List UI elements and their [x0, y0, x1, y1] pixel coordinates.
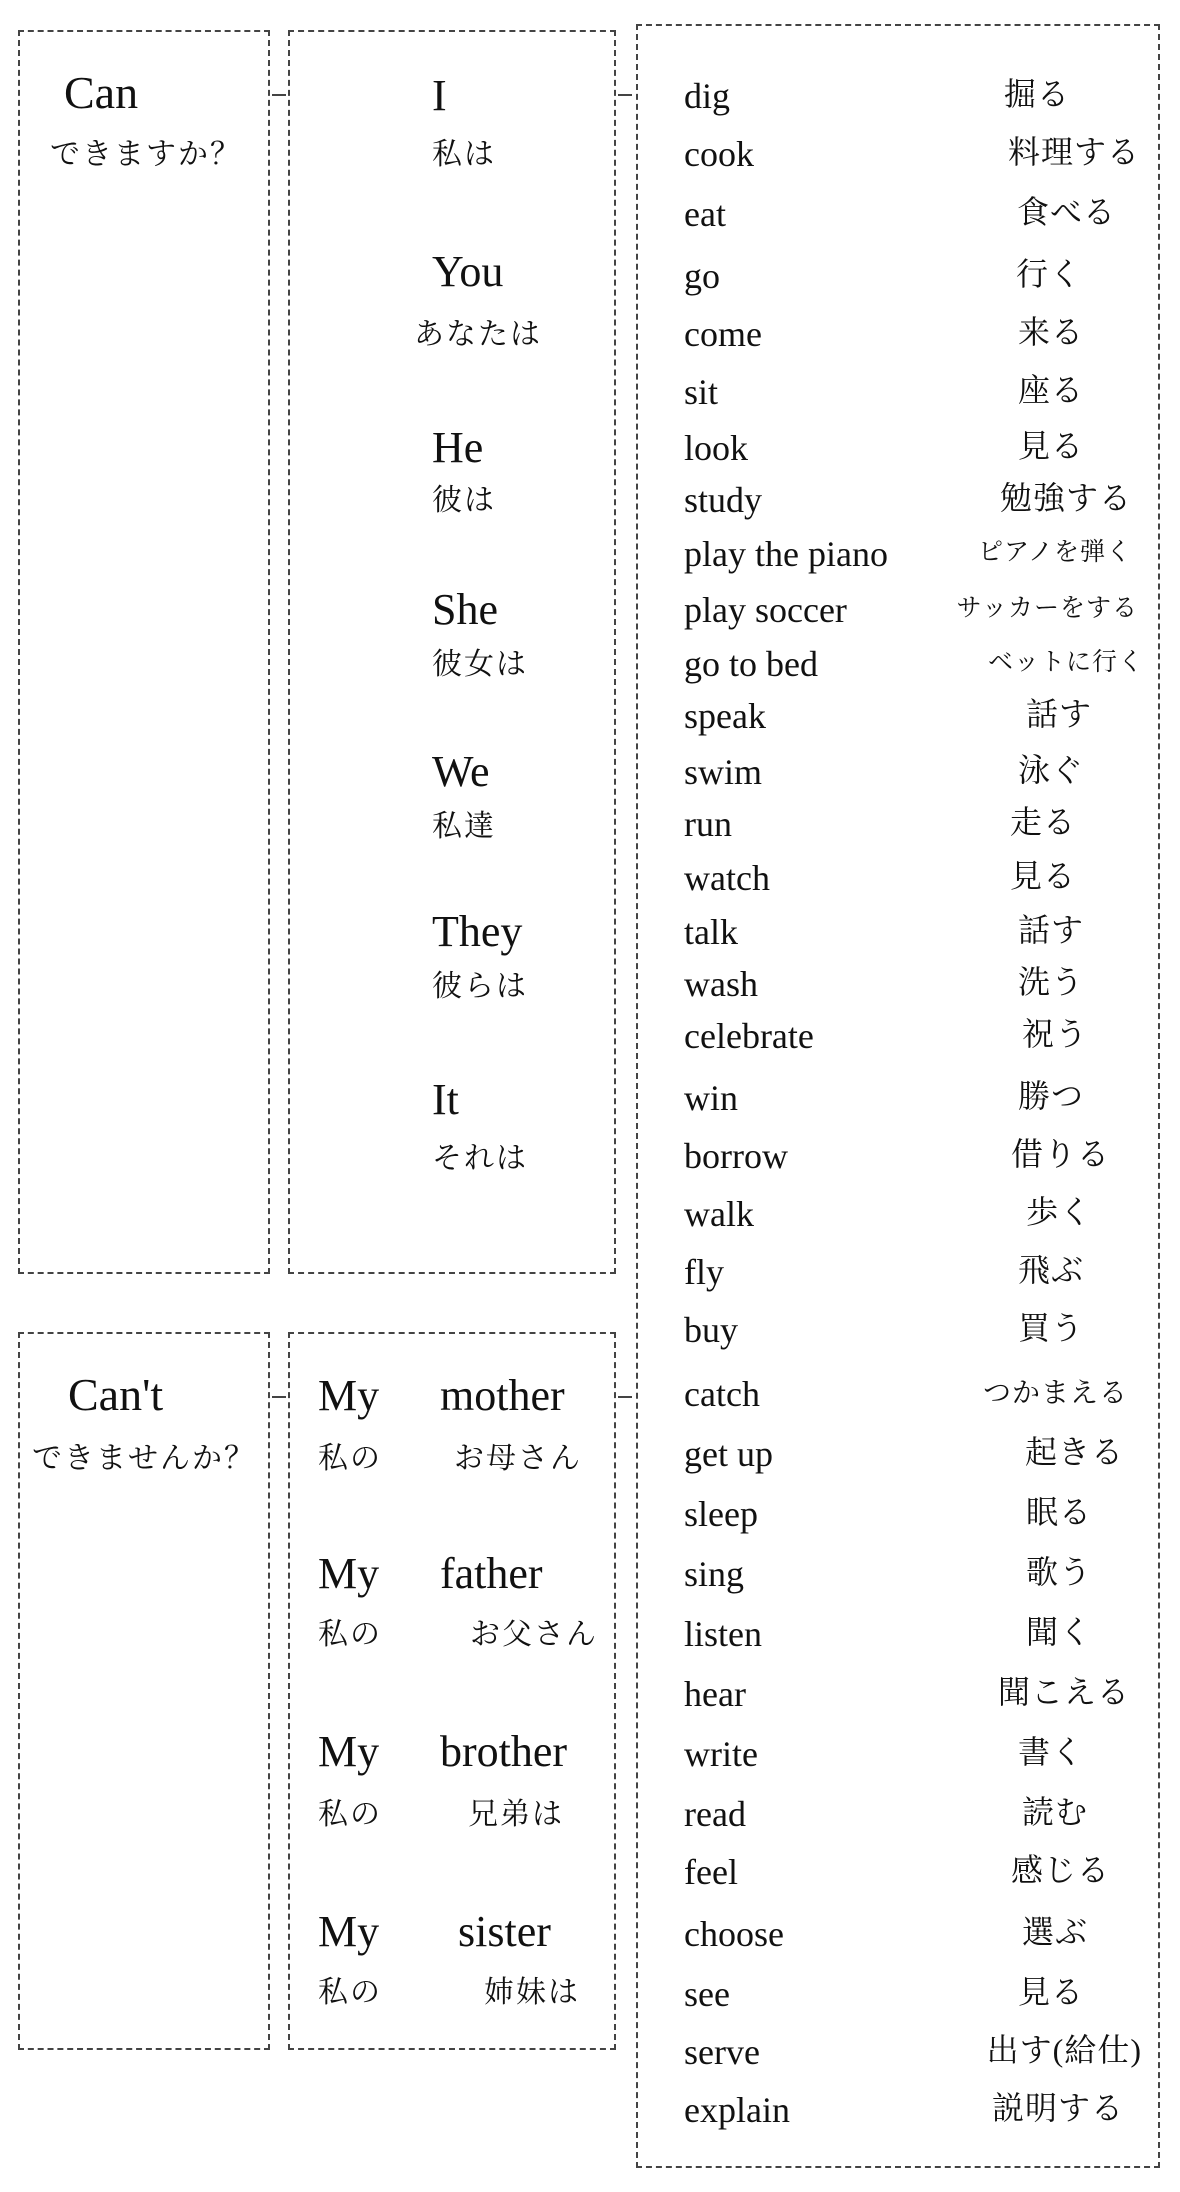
verb-jp: 掘る: [1003, 76, 1070, 112]
can-title: Can: [64, 67, 139, 118]
verb-en: swim: [684, 752, 763, 792]
pronoun-en: They: [432, 907, 523, 956]
family-my: My: [318, 1907, 380, 1956]
family-noun: father: [440, 1549, 543, 1598]
verb-en: go: [684, 256, 720, 296]
verb-jp: 祝う: [1021, 1016, 1088, 1052]
verb-en: see: [684, 1974, 730, 2014]
pronoun-jp: 私は: [432, 138, 496, 171]
verb-jp: 行く: [1015, 256, 1082, 292]
verb-en: sleep: [684, 1494, 758, 1534]
connector-cant-family: [272, 1396, 286, 1398]
verb-en: study: [684, 480, 763, 520]
verb-jp: 走る: [1009, 804, 1076, 840]
family-noun-jp: 兄弟は: [468, 1798, 564, 1831]
verb-jp: 勉強する: [999, 480, 1132, 516]
verb-jp: 感じる: [1010, 1852, 1110, 1888]
family-my: My: [318, 1727, 380, 1776]
verb-jp: 洗う: [1017, 964, 1084, 1000]
verb-en: write: [684, 1734, 758, 1774]
verb-en: buy: [684, 1310, 738, 1350]
verb-en: come: [684, 314, 762, 354]
verb-en: walk: [684, 1194, 754, 1234]
can-box: [18, 30, 270, 1274]
family-noun-jp: お母さん: [454, 1442, 582, 1475]
family-noun-jp: 姉妹は: [484, 1976, 580, 2009]
pronoun-jp: 彼は: [432, 484, 496, 517]
verb-jp: 歩く: [1025, 1194, 1092, 1230]
verb-jp: 書く: [1017, 1734, 1084, 1770]
verb-jp: 見る: [1009, 858, 1076, 894]
connector-pronoun-verbs: [618, 94, 632, 96]
verb-jp: ピアノを弾く: [977, 539, 1132, 566]
verb-jp: サッカーをする: [956, 595, 1138, 622]
family-my-jp: 私の: [318, 1976, 382, 2009]
connector-can-pronoun: [272, 94, 286, 96]
family-noun: sister: [458, 1907, 551, 1956]
verb-en: win: [684, 1078, 738, 1118]
cant-box: [18, 1332, 270, 2050]
family-my-jp: 私の: [318, 1442, 382, 1475]
verb-jp: 選ぶ: [1021, 1914, 1088, 1950]
verb-en: eat: [684, 194, 726, 234]
verb-en: read: [684, 1794, 746, 1834]
verb-jp: 読む: [1021, 1794, 1088, 1830]
verb-jp: 話す: [1017, 912, 1084, 948]
pronoun-jp: あなたは: [414, 318, 542, 351]
family-my: My: [318, 1549, 380, 1598]
verb-jp: 眠る: [1025, 1494, 1092, 1530]
verb-jp: つかまえる: [982, 1378, 1128, 1409]
verb-en: look: [684, 428, 749, 468]
verb-en: serve: [684, 2032, 760, 2072]
pronoun-jp: 彼女は: [432, 648, 528, 681]
verb-jp: 飛ぶ: [1017, 1252, 1084, 1288]
verb-en: borrow: [684, 1136, 788, 1176]
can-subtitle: できますか？: [50, 138, 242, 171]
verb-en: get up: [684, 1434, 773, 1474]
verb-jp: 説明する: [991, 2090, 1124, 2126]
verb-en: go to bed: [684, 644, 818, 684]
verb-jp: 座る: [1017, 372, 1084, 408]
verb-en: play soccer: [684, 590, 847, 630]
pronoun-jp: それは: [432, 1142, 528, 1175]
verb-en: hear: [684, 1674, 746, 1714]
verb-jp: 食べる: [1016, 194, 1116, 230]
pronoun-en: I: [432, 71, 447, 120]
verb-jp: 起きる: [1024, 1434, 1124, 1470]
cant-subtitle: できませんか？: [32, 1442, 256, 1475]
verb-en: sit: [684, 372, 719, 412]
verb-en: sing: [684, 1554, 745, 1594]
family-noun-jp: お父さん: [470, 1618, 598, 1651]
family-noun: brother: [440, 1727, 568, 1776]
verb-jp: 歌う: [1025, 1554, 1092, 1590]
verb-jp: ベットに行く: [987, 649, 1144, 676]
family-my-jp: 私の: [318, 1618, 382, 1651]
family-my: My: [318, 1371, 380, 1420]
verb-jp: 話す: [1025, 696, 1092, 732]
connector-family-verbs: [618, 1396, 632, 1398]
verb-jp: 聞く: [1025, 1614, 1092, 1650]
family-noun: mother: [440, 1371, 565, 1420]
pronoun-en: You: [432, 247, 504, 296]
verb-jp: 見る: [1017, 1974, 1084, 2010]
verb-jp: 買う: [1017, 1310, 1084, 1346]
verb-jp: 泳ぐ: [1017, 752, 1084, 788]
verb-en: feel: [684, 1852, 738, 1892]
pronoun-en: She: [432, 585, 498, 634]
verb-en: listen: [684, 1614, 762, 1654]
verb-en: explain: [684, 2090, 790, 2130]
verb-jp: 料理する: [1007, 134, 1140, 170]
pronoun-jp: 彼らは: [432, 970, 528, 1003]
verb-jp: 出す(給仕): [986, 2032, 1142, 2068]
verb-en: talk: [684, 912, 738, 952]
verb-jp: 見る: [1017, 428, 1084, 464]
verb-en: celebrate: [684, 1016, 814, 1056]
family-my-jp: 私の: [318, 1798, 382, 1831]
verb-en: watch: [684, 858, 770, 898]
verb-jp: 勝つ: [1017, 1078, 1084, 1114]
verb-en: wash: [684, 964, 758, 1004]
verb-en: cook: [684, 134, 754, 174]
verb-jp: 来る: [1017, 314, 1084, 350]
pronoun-jp: 私達: [432, 810, 496, 843]
verb-en: dig: [684, 76, 731, 116]
cant-title: Can't: [68, 1369, 164, 1420]
verb-en: run: [684, 804, 732, 844]
verb-jp: 借りる: [1010, 1136, 1110, 1172]
pronoun-en: We: [432, 747, 490, 796]
verb-jp: 聞こえる: [997, 1674, 1130, 1710]
verb-en: speak: [684, 696, 766, 736]
verb-en: catch: [684, 1374, 760, 1414]
verb-en: choose: [684, 1914, 784, 1954]
pronoun-en: It: [432, 1075, 459, 1124]
pronoun-en: He: [432, 423, 484, 472]
verb-en: fly: [684, 1252, 724, 1292]
verb-en: play the piano: [684, 534, 888, 574]
